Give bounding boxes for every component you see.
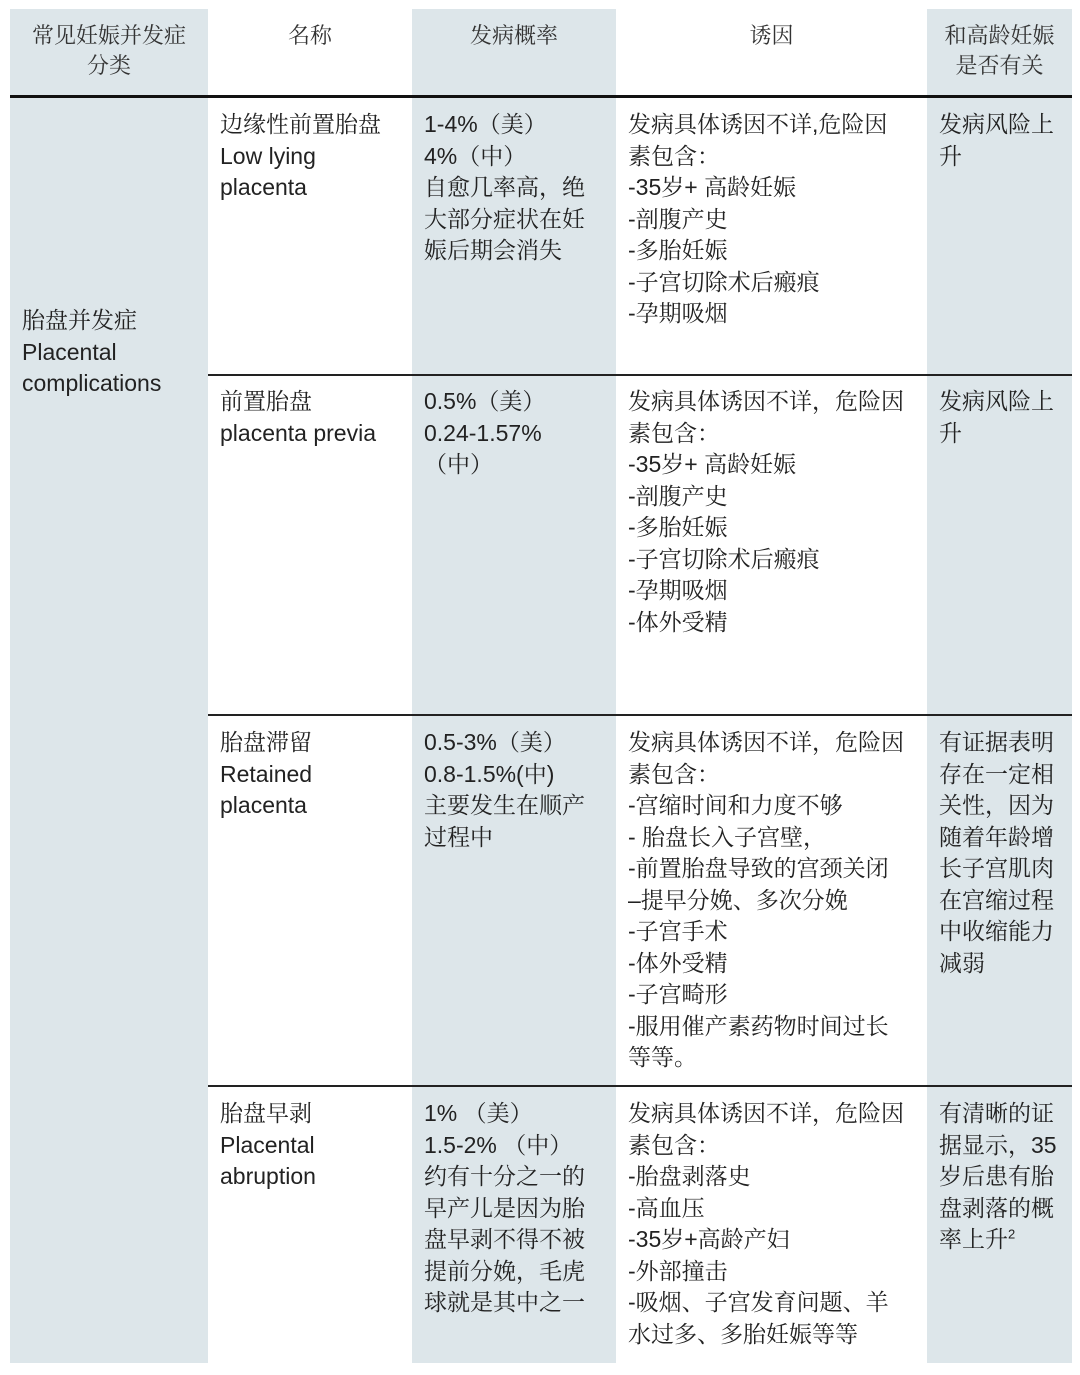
age-related-cell: 有证据表明 存在一定相 关性，因为 随着年龄增 长子宫肌肉 在宫缩过程 中收缩能力 减弱: [939, 729, 1054, 976]
causes-cell: 发病具体诱因不详，危险因 素包含： -胎盘剥落史 -高血压 -35岁+高龄产妇 -外部撞击 -吸烟、子宫发育问题、羊 水过多、多胎妊娠等等: [628, 1100, 904, 1347]
complications-table: [10, 9, 1072, 1363]
rate-cell: 0.5-3%（美） 0.8-1.5%(中) 主要发生在顺产 过程中: [424, 729, 585, 850]
age-related-cell: 发病风险上 升: [939, 111, 1054, 169]
name-cell: 胎盘早剥 Placental abruption: [220, 1100, 316, 1189]
row-divider: [208, 1085, 1072, 1087]
column-category-bg: [10, 9, 208, 1363]
causes-cell: 发病具体诱因不详，危险因 素包含： -宫缩时间和力度不够 - 胎盘长入子宫壁， -前置胎盘导致的宫颈关闭 –提早分娩、多次分娩 -子宫手术 -体外受精 -子宫畸形 -服用催产素药物时间过长 等等。: [628, 729, 904, 1070]
category-cell: 胎盘并发症 Placental complications: [22, 307, 162, 396]
row-divider: [208, 374, 1072, 376]
age-related-cell: 发病风险上 升: [939, 388, 1054, 446]
rate-cell: 1% （美） 1.5-2% （中） 约有十分之一的 早产儿是因为胎 盘早剥不得不被 提前分娩，毛虎 球就是其中之一: [424, 1100, 585, 1315]
age-related-text: 有清晰的证 据显示，35 岁后患有胎 盘剥落的概 率上升: [939, 1100, 1057, 1252]
row-divider: [208, 714, 1072, 716]
rate-cell: 0.5%（美） 0.24-1.57% （中）: [424, 388, 546, 477]
name-cell: 前置胎盘 placenta previa: [220, 388, 376, 446]
header-category: 常见妊娠并发症 分类: [31, 23, 186, 78]
header-age-related: 和高龄妊娠 是否有关: [944, 23, 1055, 78]
age-related-cell: [939, 1098, 1069, 1256]
rate-cell: 1-4%（美） 4%（中） 自愈几率高，绝 大部分症状在妊 娠后期会消失: [424, 111, 585, 263]
header-divider: [10, 95, 1072, 98]
name-cell: 边缘性前置胎盘 Low lying placenta: [220, 111, 381, 200]
header-name: 名称: [287, 23, 332, 48]
causes-cell: 发病具体诱因不详,危险因 素包含： -35岁+ 高龄妊娠 -剖腹产史 -多胎妊娠 -子宫切除术后瘢痕 -孕期吸烟: [628, 111, 888, 326]
reference-superscript: 2: [1008, 1226, 1016, 1242]
causes-cell: 发病具体诱因不详，危险因 素包含： -35岁+ 高龄妊娠 -剖腹产史 -多胎妊娠 -子宫切除术后瘢痕 -孕期吸烟 -体外受精: [628, 388, 904, 635]
header-rate: 发病概率: [469, 23, 558, 48]
name-cell: 胎盘滞留 Retained placenta: [220, 729, 313, 818]
header-causes: 诱因: [749, 23, 794, 48]
